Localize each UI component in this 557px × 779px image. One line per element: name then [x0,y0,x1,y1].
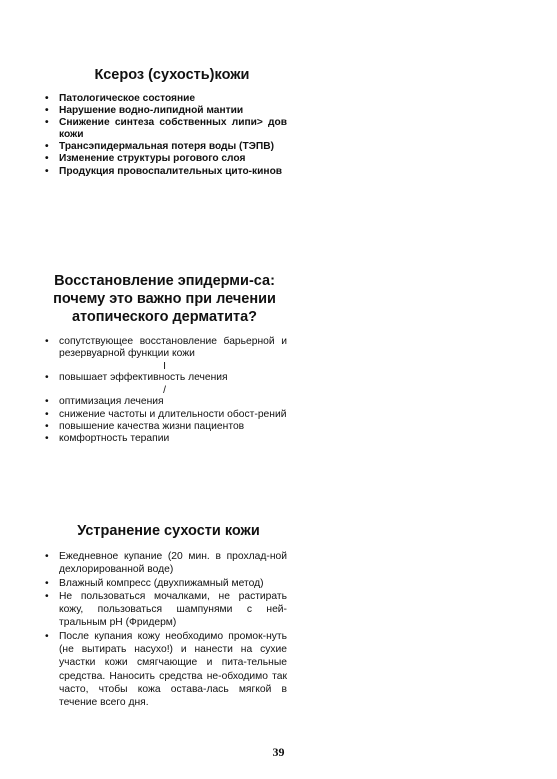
list-item: • Патологическое состояние [42,93,287,105]
list-item: • комфортность терапии [42,433,287,445]
list-item: • Снижение синтеза собственных липи> дов кожи [42,117,287,141]
section-epidermis-restoration [42,272,287,446]
list-item: • Не пользоваться мочалками, не растирать кожу, пользоваться шампунями с ней-тральным рН (Фридерм) [42,590,287,630]
page-number: 39 [272,745,285,759]
list-item: • оптимизация лечения [42,396,287,408]
separator-mark: / [163,384,166,396]
list-item: • Нарушение водно-липидной мантии [42,105,287,117]
list-item: • Влажный компресс (двухпижамный метод) [42,577,287,590]
list-item: • снижение частоты и длительности обост-рений [42,409,287,421]
section-title-xerosis: Ксероз (сухость)кожи [94,67,250,83]
list-item: • Продукция провоспалительных цито-кинов [42,166,287,178]
separator-mark: I [163,360,166,372]
list-item: • После купания кожу необходимо промок-нуть (не вытирать насухо!) и нанести на сухие участки кожи смягчающие и пита-тельные средства. Наносить средства не-обходимо так часто, чтобы кожа остава-лась мягкой в течение всего дня. [42,630,287,710]
list-item: • Трансэпидермальная потеря воды (ТЭПВ) [42,141,287,153]
dryness-list [42,550,287,710]
section-xerosis [42,66,287,178]
section-dryness-treatment [42,522,287,710]
epidermis-list [42,336,287,446]
list-item: • Ежедневное купание (20 мин. в прохлад-ной дехлорированной воде) [42,550,287,577]
xerosis-list [42,93,287,178]
list-item: • повышение качества жизни пациентов [42,421,287,433]
section-title-dryness: Устранение сухости кожи [77,523,260,539]
list-item: • Изменение структуры рогового слоя [42,153,287,165]
list-item: • повышает эффективность лечения [42,372,287,384]
section-title-epidermis: Восстановление эпидерми-са: почему это важно при лечении атопического дерматита? [53,273,276,325]
list-item: • сопутствующее восстановление барьерной и резервуарной функции кожи [42,336,287,361]
